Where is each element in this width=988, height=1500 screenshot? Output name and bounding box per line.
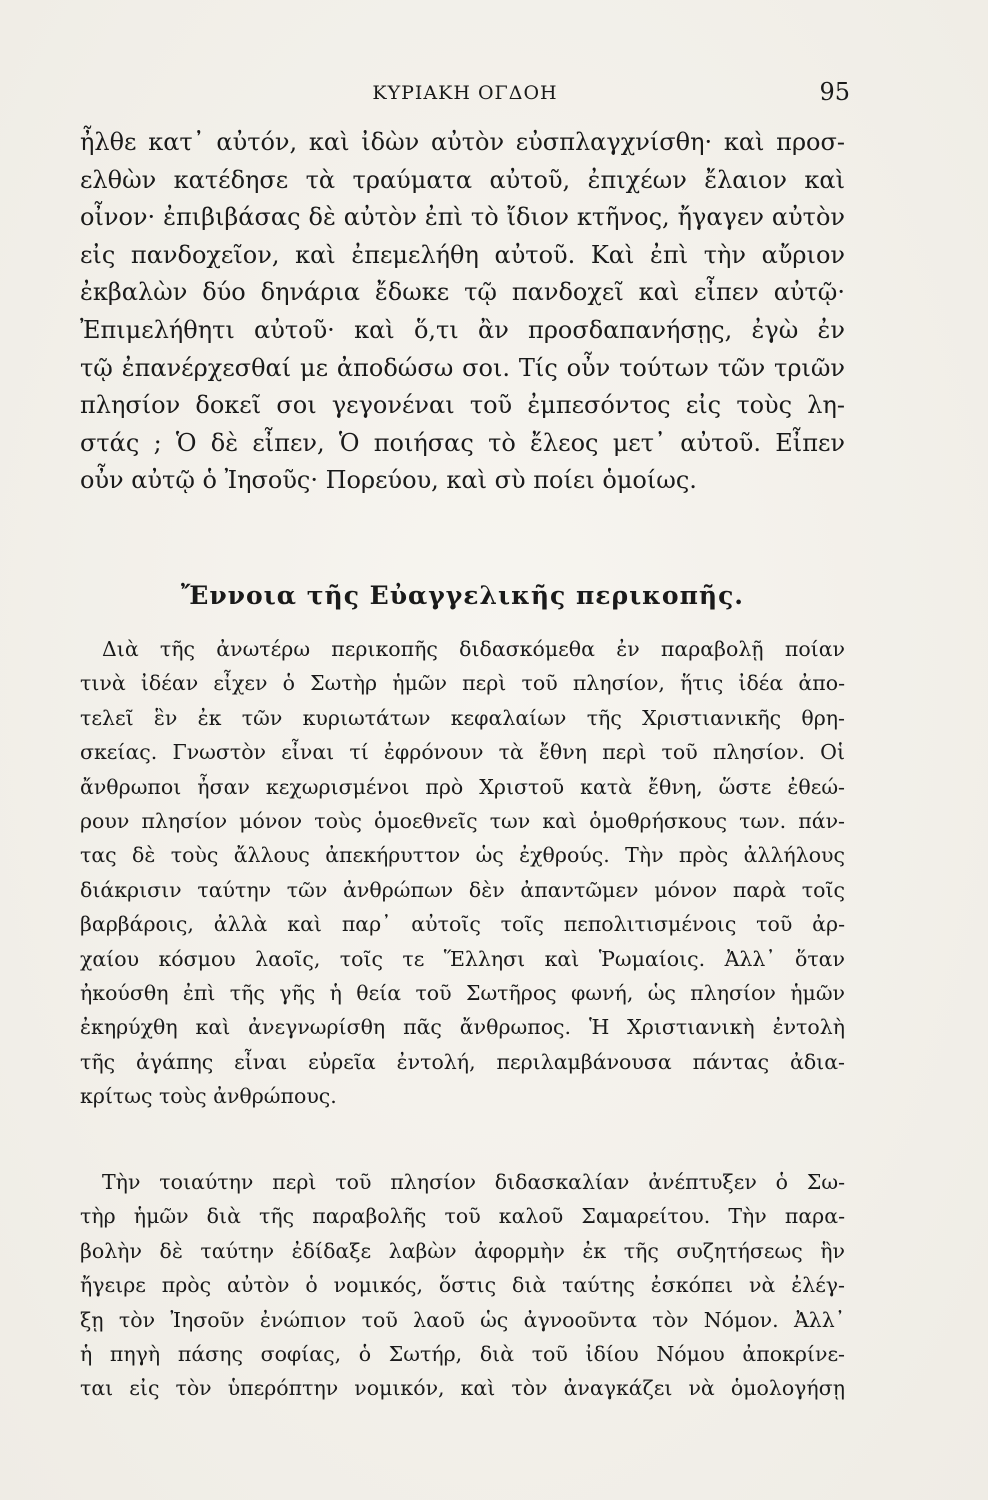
text-line: ἐκηρύχθη καὶ ἀνεγνωρίσθη πᾶς ἄνθρωπος. Ἡ Χριστιανικὴ ἐντολὴ xyxy=(80,1015,845,1040)
text-line: διάκρισιν ταύτην τῶν ἀνθρώπων δὲν ἀπαντῶμεν μόνον παρὰ τοῖς xyxy=(80,877,845,902)
text-line: ξῃ τὸν Ἰησοῦν ἐνώπιον τοῦ λαοῦ ὡς ἀγνοοῦντα τὸν Νόμον. Ἀλλ᾽ xyxy=(80,1307,845,1332)
text-line: Ἐπιμελήθητι αὐτοῦ· καὶ ὅ,τι ἂν προσδαπανήσῃς, ἐγὼ ἐν xyxy=(80,315,845,344)
text-line: τὴρ ἡμῶν διὰ τῆς παραβολῆς τοῦ καλοῦ Σαμαρείτου. Τὴν παρα- xyxy=(80,1204,845,1229)
section-heading: Ἔννοια τῆς Εὐαγγελικῆς περικοπῆς. xyxy=(180,581,744,610)
text-line: τας δὲ τοὺς ἄλλους ἀπεκήρυττον ὡς ἐχθρούς. Τὴν πρὸς ἀλλήλους xyxy=(80,843,845,868)
page-number: 95 xyxy=(819,78,850,106)
text-line: τελεῖ ἓν ἐκ τῶν κυριωτάτων κεφαλαίων τῆς Χριστιανικῆς θρη- xyxy=(80,705,845,730)
text-line: σκείας. Γνωστὸν εἶναι τί ἐφρόνουν τὰ ἔθνη περὶ τοῦ πλησίον. Οἱ xyxy=(80,740,845,765)
running-title: ΚΥΡΙΑΚΗ ΟΓΔΟΗ xyxy=(372,82,558,104)
paragraph-2 xyxy=(80,632,845,1113)
text-line: βολὴν δὲ ταύτην ἐδίδαξε λαβὼν ἀφορμὴν ἐκ τῆς συζητήσεως ἣν xyxy=(80,1238,845,1263)
paragraph-3 xyxy=(80,1165,845,1406)
text-line: χαίου κόσμου λαοῖς, τοῖς τε Ἕλλησι καὶ Ῥωμαίοις. Ἀλλ᾽ ὅταν xyxy=(80,946,845,971)
text-line: ται εἰς τὸν ὑπερόπτην νομικόν, καὶ τὸν ἀναγκάζει νὰ ὁμολογήσῃ xyxy=(80,1376,845,1401)
text-line: τῆς ἀγάπης εἶναι εὐρεῖα ἐντολή, περιλαμβάνουσα πάντας ἀδια- xyxy=(80,1049,845,1074)
paragraph-1 xyxy=(80,124,845,500)
text-line: οἶνον· ἐπιβιβάσας δὲ αὐτὸν ἐπὶ τὸ ἴδιον κτῆνος, ἤγαγεν αὐτὸν xyxy=(80,203,845,232)
text-line: ἦλθε κατ᾽ αὐτόν, καὶ ἰδὼν αὐτὸν εὐσπλαγχνίσθη· καὶ προσ- xyxy=(80,128,845,156)
text-line: ἡ πηγὴ πάσης σοφίας, ὁ Σωτήρ, διὰ τοῦ ἰδίου Νόμου ἀποκρίνε- xyxy=(80,1341,845,1366)
page-header xyxy=(80,78,850,110)
text-line: ἤγειρε πρὸς αὐτὸν ὁ νομικός, ὅστις διὰ ταύτης ἐσκόπει νὰ ἐλέγ- xyxy=(80,1273,845,1298)
text-line: ελθὼν κατέδησε τὰ τραύματα αὐτοῦ, ἐπιχέων ἔλαιον καὶ xyxy=(80,165,845,194)
text-line: εἰς πανδοχεῖον, καὶ ἐπεμελήθη αὐτοῦ. Καὶ ἐπὶ τὴν αὔριον xyxy=(80,240,845,269)
text-line: ἄνθρωποι ἦσαν κεχωρισμένοι πρὸ Χριστοῦ κατὰ ἔθνη, ὥστε ἐθεώ- xyxy=(80,774,845,799)
text-line: ρουν πλησίον μόνον τοὺς ὁμοεθνεῖς των καὶ ὁμοθρήσκους των. πάν- xyxy=(80,808,845,833)
text-line: οὖν αὐτῷ ὁ Ἰησοῦς· Πορεύου, καὶ σὺ ποίει ὁμοίως. xyxy=(80,466,697,495)
text-line: βαρβάροις, ἀλλὰ καὶ παρ᾽ αὐτοῖς τοῖς πεπολιτισμένοις τοῦ ἀρ- xyxy=(80,912,845,937)
text-line: Τὴν τοιαύτην περὶ τοῦ πλησίον διδασκαλίαν ἀνέπτυξεν ὁ Σω- xyxy=(102,1170,845,1194)
text-line: Διὰ τῆς ἀνωτέρω περικοπῆς διδασκόμεθα ἐν παραβολῇ ποίαν xyxy=(102,637,845,661)
text-line: ἠκούσθη ἐπὶ τῆς γῆς ἡ θεία τοῦ Σωτῆρος φωνή, ὡς πλησίον ἡμῶν xyxy=(80,980,845,1005)
text-line: στάς ; Ὁ δὲ εἶπεν, Ὁ ποιήσας τὸ ἔλεος μετ᾽ αὐτοῦ. Εἶπεν xyxy=(80,428,845,457)
text-line: τῷ ἐπανέρχεσθαί με ἀποδώσω σοι. Τίς οὖν τούτων τῶν τριῶν xyxy=(80,353,845,382)
text-line: κρίτως τοὺς ἀνθρώπους. xyxy=(80,1084,337,1109)
text-line: τινὰ ἰδέαν εἶχεν ὁ Σωτὴρ ἡμῶν περὶ τοῦ πλησίον, ἥτις ἰδέα ἀπο- xyxy=(80,671,845,696)
text-line: πλησίον δοκεῖ σοι γεγονέναι τοῦ ἐμπεσόντος εἰς τοὺς λη- xyxy=(80,391,845,420)
text-line: ἐκβαλὼν δύο δηνάρια ἔδωκε τῷ πανδοχεῖ καὶ εἶπεν αὐτῷ· xyxy=(80,278,845,307)
